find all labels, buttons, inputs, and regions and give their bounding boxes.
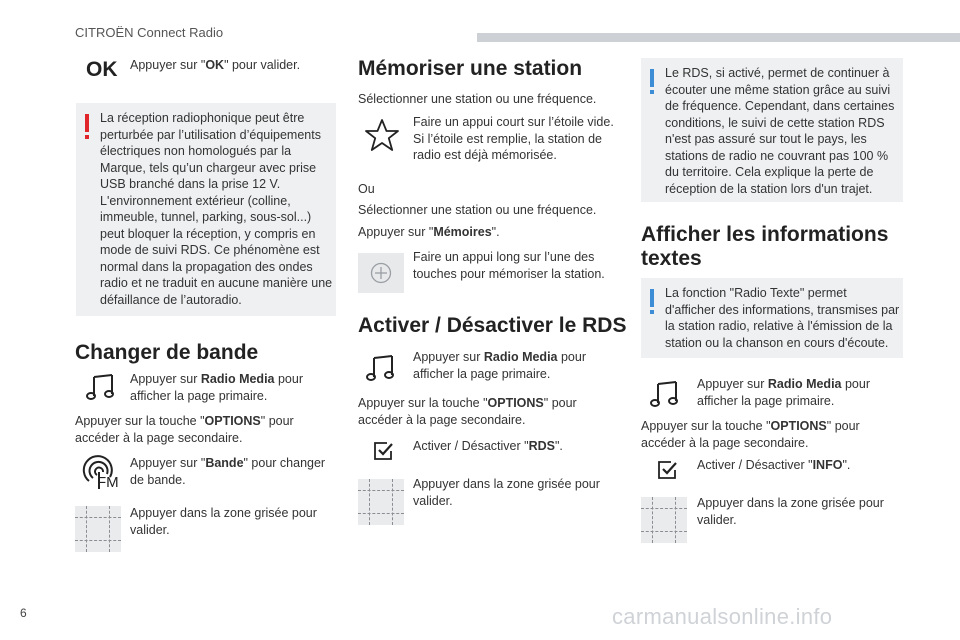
fm-icon-label: FM: [97, 474, 119, 491]
plus-zone-icon: [358, 253, 404, 293]
memoires-instruction: Appuyer sur "Mémoires".: [358, 225, 500, 239]
select-station-text-2: Sélectionner une station ou une fréquence.: [358, 203, 597, 217]
grid-zone-icon: [641, 497, 687, 543]
info-icon: [650, 289, 654, 307]
options-instruction: Appuyer sur la touche "OPTIONS" pour accéder à la page secondaire.: [358, 396, 577, 427]
grey-zone-instruction: Appuyer dans la zone grisée pour valider.: [697, 496, 884, 527]
warning-note: [76, 103, 336, 316]
music-note-icon: [366, 353, 398, 383]
page-number: 6: [20, 606, 27, 620]
rds-info-note: [641, 58, 903, 202]
info-toggle-instruction: Activer / Désactiver "INFO".: [697, 458, 851, 472]
heading-changer-de-bande: Changer de bande: [75, 341, 259, 364]
heading-afficher-informations: Afficher les informations textes: [641, 223, 889, 270]
ou-text: Ou: [358, 182, 375, 196]
info-icon: [650, 69, 654, 87]
radio-media-instruction: Appuyer sur Radio Media pour afficher la page primaire.: [697, 377, 870, 408]
grid-zone-icon: [75, 506, 121, 552]
options-instruction: Appuyer sur la touche "OPTIONS" pour accéder à la page secondaire.: [75, 414, 294, 445]
page-header-title: CITROËN Connect Radio: [75, 25, 224, 40]
grey-zone-instruction: Appuyer dans la zone grisée pour valider.: [413, 477, 600, 508]
music-note-icon: [86, 372, 118, 402]
bande-instruction: Appuyer sur "Bande" pour changer de bande.: [130, 456, 326, 487]
header-rule: [477, 33, 960, 42]
options-instruction: Appuyer sur la touche "OPTIONS" pour accéder à la page secondaire.: [641, 419, 860, 450]
heading-memoriser-station: Mémoriser une station: [358, 57, 583, 80]
ok-instruction: Appuyer sur "OK" pour valider.: [130, 58, 301, 72]
checkbox-icon: [372, 440, 394, 462]
grid-zone-icon: [358, 479, 404, 525]
radio-media-instruction: Appuyer sur Radio Media pour afficher la page primaire.: [413, 350, 586, 381]
music-note-icon: [650, 379, 682, 409]
long-press-instruction: Faire un appui long sur l’une des touches pour mémoriser la station.: [413, 250, 605, 281]
ok-icon: OK: [86, 58, 118, 81]
rds-info-text: Le RDS, si activé, permet de continuer à écouter une même station grâce au suivi de fréquence. Cependant, dans certaines conditions, le suivi de cette station RDS n'est pas assuré sur tout le pays, les stations de radio ne couvrant pas 100 % du territoire. Cela explique la perte de réception de la station lors d'un trajet.: [665, 66, 895, 196]
warning-icon: [85, 114, 89, 132]
heading-activer-rds: Activer / Désactiver le RDS: [358, 314, 627, 337]
watermark: carmanualsonline.info: [612, 604, 833, 629]
checkbox-icon: [656, 459, 678, 481]
rds-toggle-instruction: Activer / Désactiver "RDS".: [413, 439, 563, 453]
plus-icon: [370, 262, 392, 284]
grey-zone-instruction: Appuyer dans la zone grisée pour valider.: [130, 506, 317, 537]
radio-text-note: [641, 278, 903, 358]
star-icon: [364, 118, 400, 152]
star-instruction: Faire un appui court sur l’étoile vide. Si l’étoile est remplie, la station de radio est déjà mémorisée.: [413, 115, 614, 162]
warning-text: La réception radiophonique peut être perturbée par l’utilisation d’équipements électriques non homologués par la Marque, tels qu’un chargeur avec prise USB branché dans la prise 12 V. L'environnement extérieur (colline, immeuble, tunnel, parking, sous-sol...) peut bloquer la réception, y compris en mode de suivi RDS. Ce phénomène est normal dans la propagation des ondes radio et ne traduit en aucune manière une défaillance de l’autoradio.: [100, 111, 333, 307]
radio-text-info: La fonction "Radio Texte" permet d'afficher des informations, transmises par la station radio, relative à l'émission de la station ou la chanson en cours d'écoute.: [665, 286, 900, 350]
select-station-text-1: Sélectionner une station ou une fréquence.: [358, 92, 597, 106]
radio-media-instruction: Appuyer sur Radio Media pour afficher la page primaire.: [130, 372, 303, 403]
